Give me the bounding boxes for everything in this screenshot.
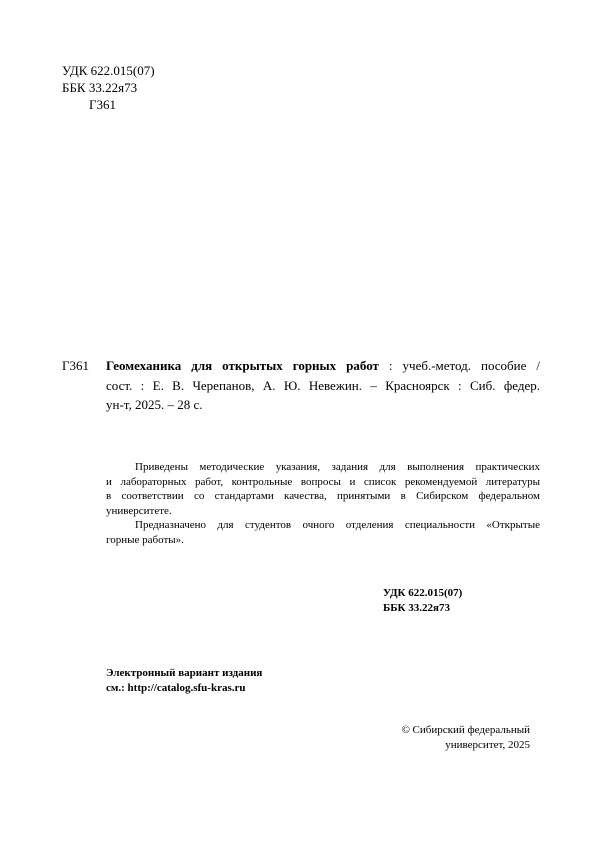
copyright-notice — [390, 723, 530, 752]
bibliographic-entry — [62, 356, 540, 415]
entry-line-2: сост. : Е. В. Черепанов, А. Ю. Невежин. – Красноярск : Сиб. федер. — [106, 377, 540, 393]
udk-code-repeat: УДК 622.015(07) — [383, 587, 463, 599]
abstract-p1-line: и лабораторных работ, контрольные вопросы и список рекомендуемой литературы — [106, 475, 540, 488]
entry-line-1 — [106, 356, 540, 376]
abstract — [106, 460, 540, 547]
copyright-line-1: © Сибирский федеральный — [401, 724, 530, 736]
book-title: Геомеханика для открытых горных работ — [106, 358, 379, 373]
copyright-line-2: университет, 2025 — [445, 738, 530, 751]
author-mark: Г361 — [89, 97, 117, 112]
bbk-code-repeat: ББК 33.22я73 — [383, 601, 450, 614]
abstract-p1-line: в соответствии со стандартами качества, принятыми в Сибирском федеральном — [106, 490, 540, 502]
entry-line-1-rest: : учеб.-метод. пособие / — [378, 358, 540, 373]
abstract-p2-line: Предназначено для студентов очного отделения специальности «Открытые — [135, 519, 540, 531]
abstract-paragraph-1 — [106, 460, 540, 518]
abstract-p1-line: Приведены методические указания, задания для выполнения практических — [135, 461, 540, 473]
entry-line-3: ун-т, 2025. – 28 с. — [106, 397, 203, 412]
abstract-paragraph-2 — [106, 518, 540, 547]
entry-text — [106, 356, 540, 415]
abstract-p1-line: университете. — [106, 504, 172, 517]
udk-code: УДК 622.015(07) — [62, 63, 155, 78]
electronic-edition-note — [106, 666, 262, 695]
entry-author-mark: Г361 — [62, 358, 90, 373]
catalog-link[interactable]: см.: http://catalog.sfu-kras.ru — [106, 681, 246, 694]
classification-repeat — [383, 586, 462, 615]
electronic-edition-label: Электронный вариант издания — [106, 667, 263, 679]
bbk-code: ББК 33.22я73 — [62, 80, 138, 95]
classification-block — [62, 62, 155, 113]
abstract-p2-line: горные работы». — [106, 533, 184, 546]
